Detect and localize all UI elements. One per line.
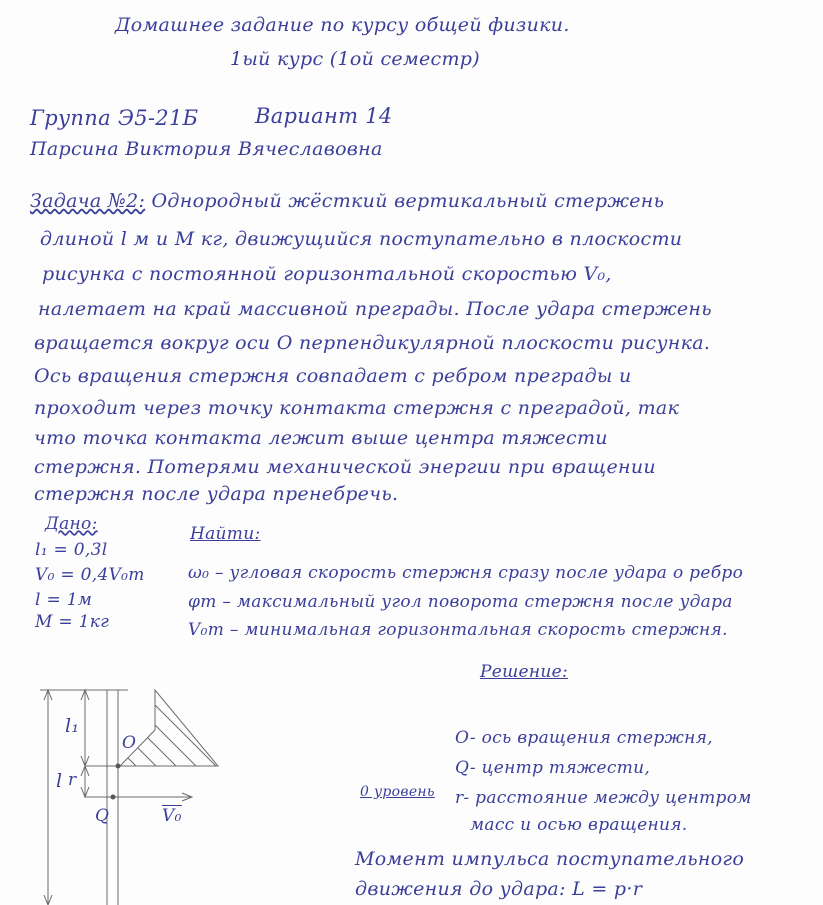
- find-item: ω₀ – угловая скорость стержня сразу после удара о ребро: [188, 563, 744, 583]
- given-item: M = 1кг: [35, 612, 110, 632]
- center-of-mass-point: [111, 795, 116, 800]
- problem-line-5: вращается вокруг оси O перпендикулярной плоскости рисунка.: [34, 332, 711, 354]
- legend-line: O- ось вращения стержня,: [455, 728, 713, 748]
- variant-label: Вариант 14: [255, 104, 393, 128]
- given-item: l = 1м: [35, 590, 93, 610]
- solution-text: Момент импульса поступательного: [355, 848, 745, 870]
- legend-line: Q- центр тяжести,: [455, 758, 651, 778]
- given-label: Дано:: [45, 514, 98, 534]
- label-l: l: [56, 770, 63, 792]
- find-item: φm – максимальный угол поворота стержня после удара: [188, 592, 733, 612]
- zero-level-label: 0 уровень: [360, 784, 435, 800]
- label-o: O: [122, 733, 137, 753]
- given-item: V₀ = 0,4V₀m: [35, 565, 145, 585]
- problem-line-4: налетает на край массивной преграды. После удара стержень: [38, 298, 712, 320]
- problem-text: Однородный жёсткий вертикальный стержень: [151, 190, 665, 212]
- find-item: V₀m – минимальная горизонтальная скорость стержня.: [188, 620, 728, 640]
- student-name: Парсина Виктория Вячеславовна: [30, 138, 383, 160]
- label-r: r: [68, 770, 77, 790]
- problem-line-8: что точка контакта лежит выше центра тяжести: [34, 427, 608, 449]
- problem-line-10: стержня после удара пренебречь.: [34, 483, 399, 505]
- problem-line-9: стержня. Потерями механической энергии при вращении: [34, 456, 656, 478]
- solution-label: Решение:: [480, 662, 568, 682]
- problem-line-3: рисунка с постоянной горизонтальной скоростью V₀,: [42, 263, 612, 285]
- legend-line: r- расстояние между центром: [455, 788, 752, 808]
- find-label: Найти:: [190, 524, 261, 544]
- problem-line-2: длиной l м и M кг, движущийся поступательно в плоскости: [40, 228, 683, 250]
- problem-line-6: Ось вращения стержня совпадает с ребром преграды и: [34, 365, 632, 387]
- problem-label: Задача №2:: [30, 190, 146, 212]
- label-v0: V₀: [162, 806, 182, 826]
- label-q: Q: [95, 806, 110, 826]
- obstacle: [120, 690, 218, 766]
- group-label: Группа Э5-21Б: [30, 106, 199, 130]
- axis-point-o: [116, 764, 121, 769]
- given-item: l₁ = 0,3l: [35, 540, 108, 560]
- label-l1: l₁: [65, 715, 80, 737]
- solution-text: движения до удара: L = p·r: [355, 878, 643, 900]
- legend-line: масс и осью вращения.: [470, 815, 688, 835]
- course-subtitle: 1ый курс (1ой семестр): [230, 48, 480, 70]
- problem-line-7: проходит через точку контакта стержня с преградой, так: [34, 397, 680, 419]
- document-title: Домашнее задание по курсу общей физики.: [115, 14, 570, 36]
- obstacle-hatching: [80, 680, 250, 805]
